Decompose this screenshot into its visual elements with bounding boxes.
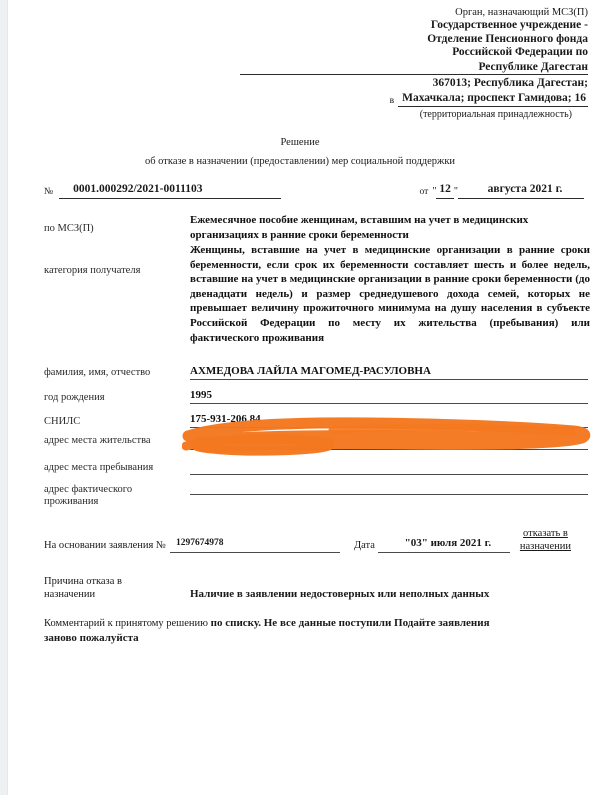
basis-date-value: "03" июля 2021 г. bbox=[378, 536, 510, 553]
page-subtitle: об отказе в назначении (предоставлении) мер социальной поддержки bbox=[144, 156, 456, 167]
decision-result-line-2: назначении bbox=[519, 540, 571, 552]
basis-date-label: Дата bbox=[353, 540, 375, 551]
category-value: Женщины, вставшие на учет в медицинские организации в ранние сроки беременности, если срок их беременности составляет шесть и более недель, вставшие на учет в медицинские организации в ранние сроки беременности (до двенадцати недель) и размер среднедушевого дохода семей, которых не превышает величину прожиточного минимума на душу населения в субъекте Российской Федерации по месту их жительства (пребывания) или фактического проживания bbox=[190, 244, 590, 344]
number-sign: № bbox=[44, 187, 54, 197]
decision-number-value: 0001.000292/2021-0011103 bbox=[59, 182, 281, 199]
org-name-line-3: Российской Федерации по bbox=[452, 46, 588, 58]
page-left-edge-strip bbox=[0, 0, 8, 795]
residence-address-underline bbox=[190, 449, 588, 450]
decision-month-year-value: августа 2021 г. bbox=[458, 182, 584, 199]
decision-result bbox=[510, 528, 571, 553]
org-name-line-1: Государственное учреждение - bbox=[430, 19, 588, 31]
refusal-reason-label bbox=[44, 575, 174, 601]
application-basis-row bbox=[44, 528, 592, 553]
refusal-reason-label-line-1: Причина отказа в bbox=[44, 576, 122, 587]
date-prefix-label: от bbox=[419, 187, 429, 197]
quote-close: " bbox=[453, 186, 458, 197]
page-title: Решение bbox=[280, 137, 320, 148]
decision-comment-label: Комментарий к принятому решению bbox=[44, 618, 211, 629]
category-label: категория получателя bbox=[44, 265, 141, 276]
org-name-line-2: Отделение Пенсионного фонда bbox=[427, 32, 588, 45]
stay-address-label: адрес места пребывания bbox=[44, 462, 154, 473]
document-header bbox=[200, 6, 588, 121]
birth-year-underline bbox=[190, 403, 588, 404]
benefit-label: по МСЗ(П) bbox=[44, 223, 94, 234]
org-name-line-4: Республике Дагестан bbox=[240, 61, 588, 76]
fio-underline bbox=[190, 379, 588, 380]
snils-label: СНИЛС bbox=[44, 416, 81, 427]
quote-open: " bbox=[432, 186, 437, 197]
snils-underline bbox=[190, 427, 588, 428]
address-prefix: в bbox=[389, 96, 395, 106]
basis-label: На основании заявления № bbox=[44, 540, 166, 551]
refusal-reason-label-line-2: назначении bbox=[44, 589, 96, 600]
residence-address-label: адрес места жительства bbox=[44, 435, 151, 446]
stay-address-underline bbox=[190, 474, 588, 475]
org-address-line-1: 367013; Республика Дагестан; bbox=[432, 77, 588, 89]
benefit-value: Ежемесячное пособие женщинам, вставшим на учет в медицинских организациях в ранние сроки беременности bbox=[190, 214, 529, 241]
actual-address-label-line-1: адрес фактического bbox=[44, 484, 133, 495]
org-address-row bbox=[200, 91, 588, 107]
fio-label: фамилия, имя, отчество bbox=[44, 367, 151, 378]
refusal-reason-value: Наличие в заявлении недостоверных или неполных данных bbox=[190, 588, 490, 600]
territorial-note: (территориальная принадлежность) bbox=[419, 109, 572, 120]
application-number-value: 1297674978 bbox=[170, 537, 340, 553]
actual-address-label-line-2: проживания bbox=[44, 496, 99, 507]
snils-value: 175-931-206 84 bbox=[190, 413, 261, 425]
actual-address-underline bbox=[190, 494, 588, 495]
org-address-line-2: Махачкала; проспект Гамидова; 16 bbox=[398, 91, 588, 107]
fio-value: АХМЕДОВА ЛАЙЛА МАГОМЕД-РАСУЛОВНА bbox=[190, 365, 431, 377]
decision-result-line-1: отказать в bbox=[523, 528, 568, 539]
decision-day-value: 12 bbox=[436, 182, 454, 199]
decision-comment bbox=[44, 616, 524, 646]
decision-comment-value: по списку. Не все данные поступили Подайте заявления заново пожалуйста bbox=[44, 617, 490, 644]
birth-year-value: 1995 bbox=[190, 389, 212, 401]
birth-year-label: год рождения bbox=[44, 392, 105, 403]
org-label: Орган, назначающий МСЗ(П) bbox=[455, 7, 588, 18]
decision-number-row bbox=[44, 182, 584, 199]
